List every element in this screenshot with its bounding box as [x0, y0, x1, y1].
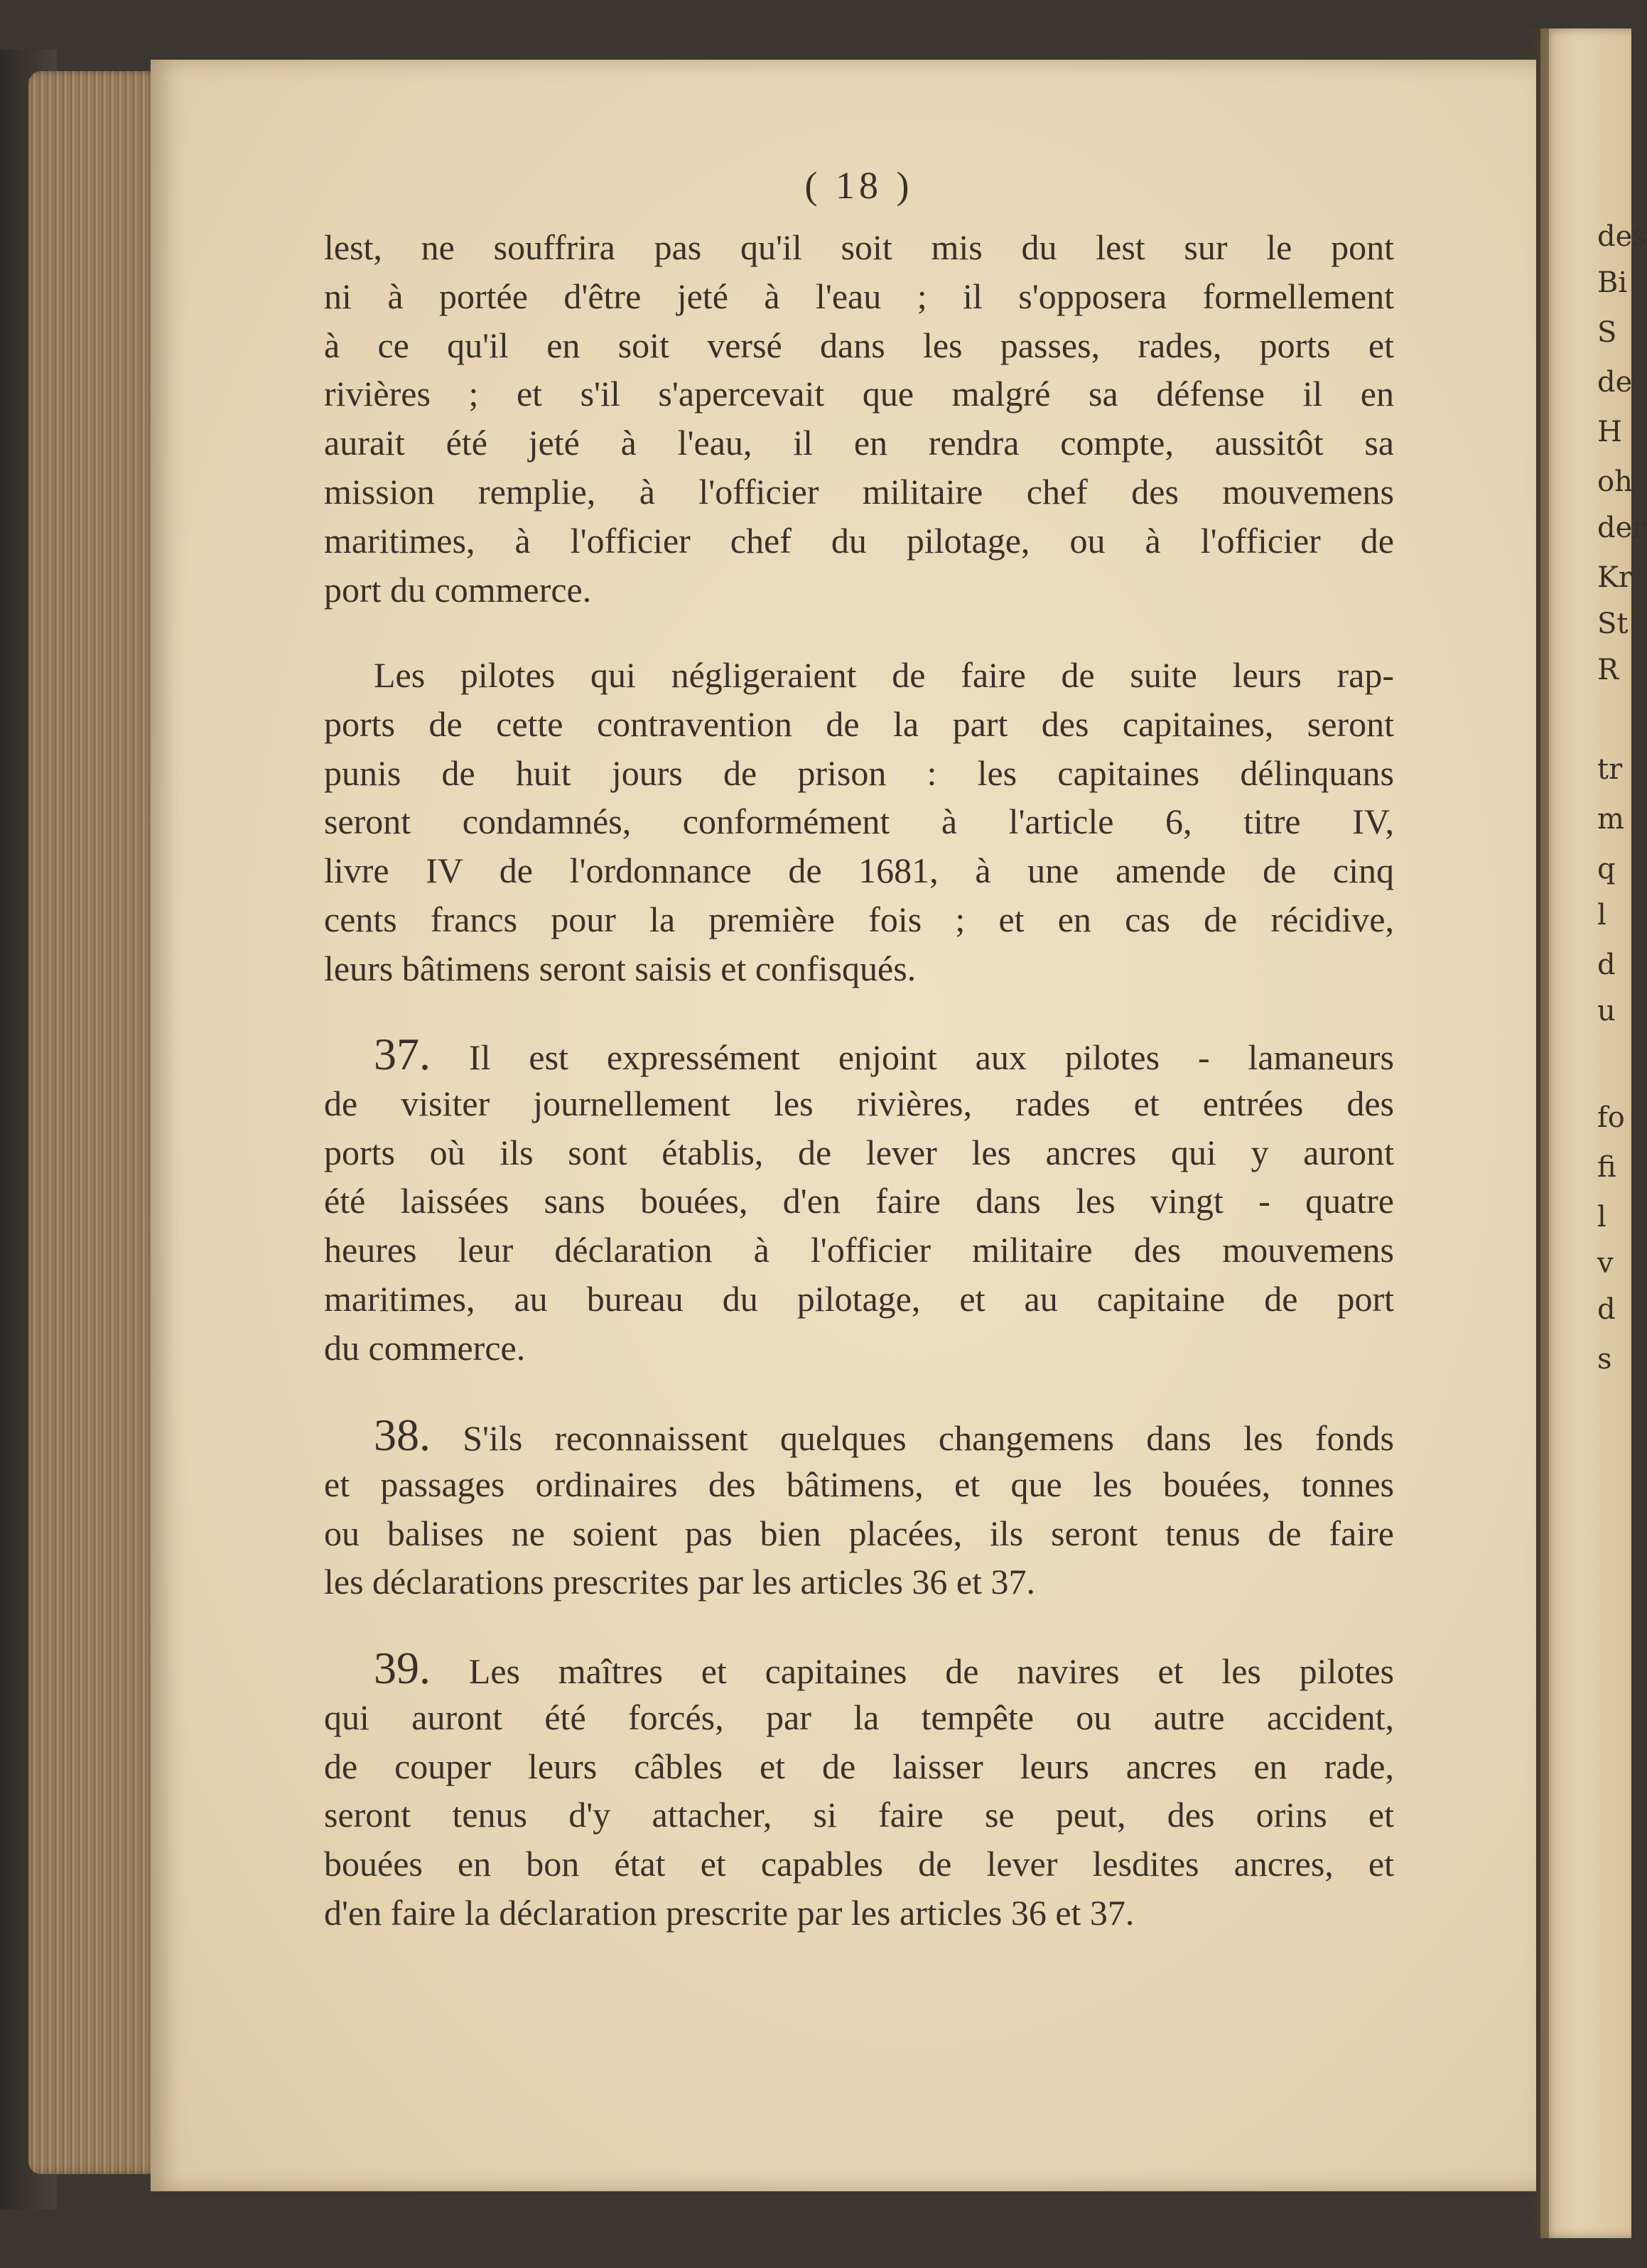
article-number: 38.	[374, 1410, 431, 1460]
text-line: et passages ordinaires des bâtimens, et que les bouées, tonnes	[324, 1464, 1394, 1504]
article-37	[324, 1030, 1394, 1373]
text-line: maritimes, à l'officier chef du pilotage, ou à l'officier de	[324, 520, 1394, 561]
paragraph-continuation	[324, 223, 1394, 614]
facing-page-fragment: des	[1597, 220, 1647, 253]
text-line: bouées en bon état et capables de lever lesdites ancres, et	[324, 1844, 1394, 1884]
facing-page-fragment: der	[1597, 512, 1646, 544]
facing-page-fragment: u	[1597, 995, 1616, 1027]
text-line: cents francs pour la première fois ; et en cas de récidive,	[324, 899, 1394, 939]
text-line: les déclarations prescrites par les articles 36 et 37.	[324, 1562, 1036, 1602]
text-line: ni à portée d'être jeté à l'eau ; il s'opposera formellement	[324, 276, 1394, 316]
text-line	[324, 1030, 1394, 1079]
facing-page-fragment: St	[1597, 608, 1629, 640]
facing-page-fragment: fo	[1597, 1101, 1625, 1134]
text-line: seront condamnés, conformément à l'article 6, titre IV,	[324, 801, 1394, 842]
text-line: rivières ; et s'il s'apercevait que malgré sa défense il en	[324, 374, 1394, 414]
text-line: lest, ne souffrira pas qu'il soit mis du lest sur le pont	[324, 227, 1394, 267]
article-number: 37.	[374, 1029, 431, 1079]
facing-page-fragment: l	[1597, 899, 1606, 932]
text-line: maritimes, au bureau du pilotage, et au capitaine de port	[324, 1278, 1394, 1319]
facing-page-fragment: oh	[1597, 465, 1633, 498]
article-38	[324, 1411, 1394, 1606]
text-line	[324, 1411, 1394, 1460]
facing-page-fragment: Bi	[1597, 266, 1628, 299]
facing-page-fragment: q	[1597, 853, 1616, 885]
text-line: mission remplie, à l'officier militaire chef des mouvemens	[324, 471, 1394, 512]
article-39	[324, 1644, 1394, 1938]
text-line: heures leur déclaration à l'officier militaire des mouvemens	[324, 1230, 1394, 1270]
text-line: aurait été jeté à l'eau, il en rendra compte, aussitôt sa	[324, 423, 1394, 463]
facing-page-fragment: d	[1597, 949, 1616, 981]
text-line-content: Il est expressément enjoint aux pilotes - lamaneurs	[468, 1037, 1394, 1077]
facing-page-fragment: tr	[1597, 753, 1623, 786]
facing-page-fragment: l	[1597, 1201, 1606, 1233]
page-block-edges	[28, 71, 171, 2174]
facing-page-fragment: Kr	[1597, 561, 1633, 594]
text-line: d'en faire la déclaration prescrite par les articles 36 et 37.	[324, 1892, 1135, 1933]
facing-page-fragment: R	[1597, 654, 1619, 686]
facing-page-fragment: v	[1597, 1247, 1614, 1280]
text-line: port du commerce.	[324, 569, 592, 610]
facing-page-fragment: fi	[1597, 1151, 1616, 1184]
text-line: été laissées sans bouées, d'en faire dans les vingt - quatre	[324, 1181, 1394, 1221]
text-line: qui auront été forcés, par la tempête ou autre accident,	[324, 1697, 1394, 1737]
facing-page-fragment: s	[1597, 1343, 1612, 1376]
text-line: du commerce.	[324, 1327, 526, 1368]
text-line: Les pilotes qui négligeraient de faire de suite leurs rap-	[374, 655, 1394, 695]
text-line: ou balises ne soient pas bien placées, ils seront tenus de faire	[324, 1513, 1394, 1553]
text-line: ports où ils sont établis, de lever les ancres qui y auront	[324, 1132, 1394, 1172]
facing-page-fragment: de	[1597, 366, 1633, 399]
text-line: ports de cette contravention de la part des capitaines, seront	[324, 703, 1394, 744]
text-line: à ce qu'il en soit versé dans les passes, rades, ports et	[324, 325, 1394, 365]
text-line: de couper leurs câbles et de laisser leurs ancres en rade,	[324, 1746, 1394, 1786]
page-number: ( 18 )	[804, 164, 914, 207]
facing-page-fragment: d	[1597, 1293, 1616, 1326]
text-line	[324, 1644, 1394, 1693]
article-number: 39.	[374, 1643, 431, 1693]
text-line: leurs bâtimens seront saisis et confisqués.	[324, 948, 917, 988]
text-line: seront tenus d'y attacher, si faire se peut, des orins et	[324, 1795, 1394, 1835]
text-line-content: Les maîtres et capitaines de navires et les pilotes	[468, 1651, 1395, 1691]
text-line: livre IV de l'ordonnance de 1681, à une amende de cinq	[324, 850, 1394, 891]
text-line: punis de huit jours de prison : les capitaines délinquans	[324, 752, 1394, 793]
facing-page-fragment: H	[1597, 416, 1622, 448]
facing-page-fragment: m	[1597, 803, 1624, 836]
facing-page-fragment: S	[1597, 316, 1617, 349]
text-line-content: S'ils reconnaissent quelques changemens dans les fonds	[463, 1418, 1395, 1458]
text-line: de visiter journellement les rivières, rades et entrées des	[324, 1083, 1394, 1123]
paragraph-pilotes	[324, 651, 1394, 993]
